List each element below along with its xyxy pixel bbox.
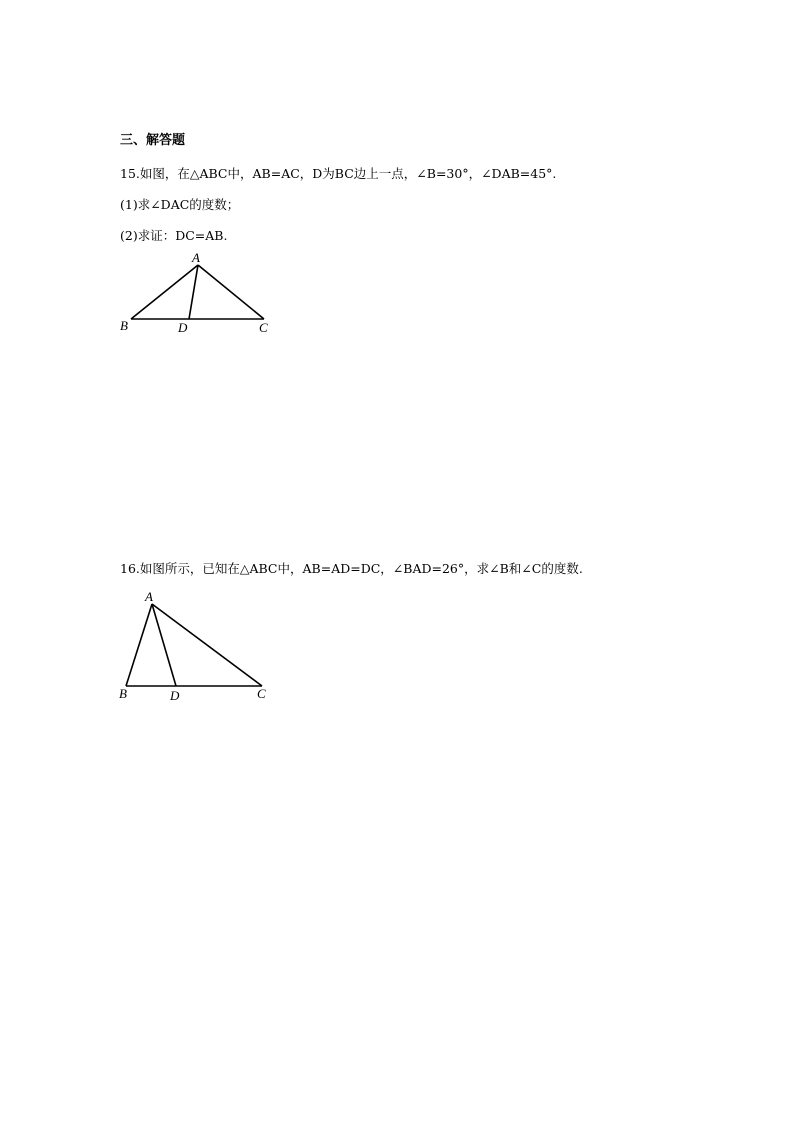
vertex-label-c: C <box>257 686 266 701</box>
vertex-label-a: A <box>145 589 153 604</box>
segment-ac <box>152 604 262 686</box>
vertex-label-d: D <box>170 688 180 703</box>
section-heading: 三、解答题 <box>120 133 186 148</box>
problem-15-part-1: (1)求∠DAC的度数； <box>120 197 240 212</box>
segment-ad <box>152 604 176 686</box>
segment-ab <box>126 604 152 686</box>
vertex-label-c: C <box>259 320 268 335</box>
vertex-label-a: A <box>192 250 200 265</box>
problem-15-statement: 15.如图，在△ABC中，AB=AC，D为BC边上一点，∠B=30°，∠DAB=45°. <box>120 166 557 181</box>
problem-15-part-2: (2)求证：DC=AB. <box>120 228 228 243</box>
problem-16-statement: 16.如图所示，已知在△ABC中，AB=AD=DC，∠BAD=26°，求∠B和∠C的度数. <box>120 561 583 576</box>
vertex-label-b: B <box>120 318 128 333</box>
vertex-label-b: B <box>119 686 127 701</box>
vertex-label-d: D <box>178 320 188 335</box>
